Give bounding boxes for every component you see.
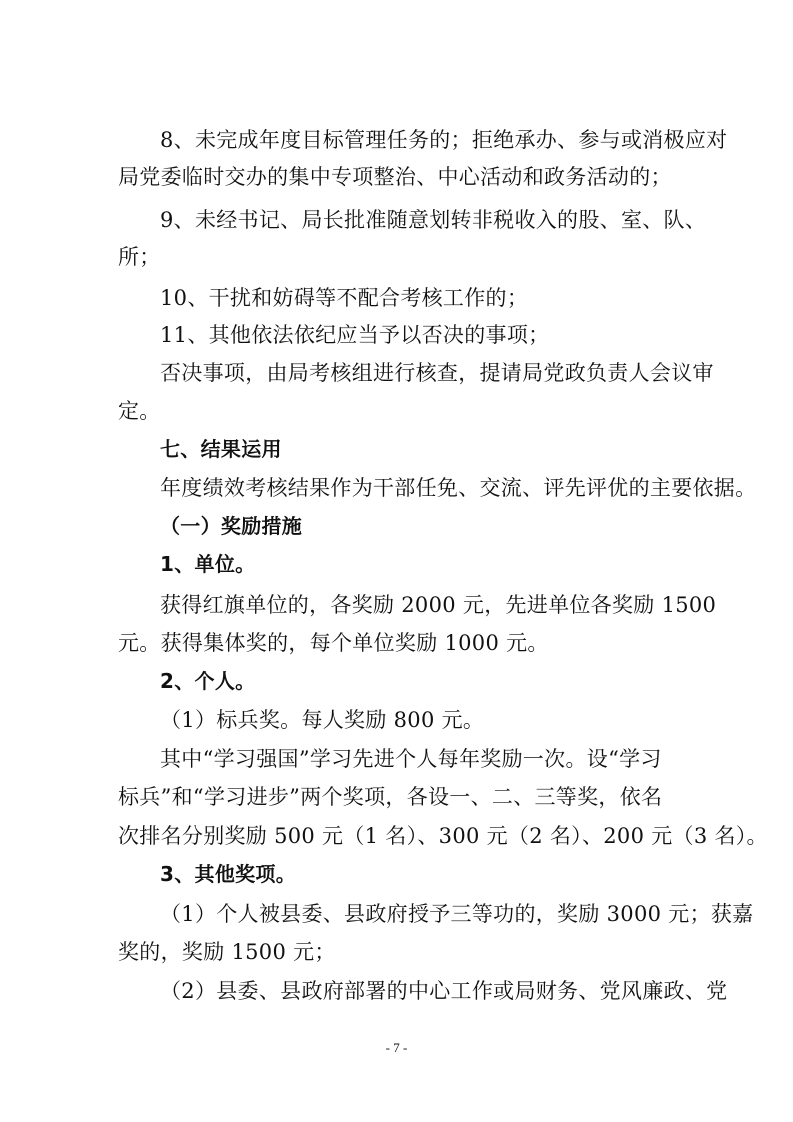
- paragraph-line: 9、未经书记、局长批准随意划转非税收入的股、室、队、: [160, 208, 707, 232]
- item-heading: 1、单位。: [160, 552, 256, 576]
- paragraph-line: （1）个人被县委、县政府授予三等功的，奖励 3000 元；获嘉: [160, 902, 754, 926]
- paragraph-line: 否决事项，由局考核组进行核查，提请局党政负责人会议审: [160, 361, 714, 385]
- paragraph-line: （2）县委、县政府部署的中心工作或局财务、党风廉政、党: [160, 979, 728, 1003]
- paragraph-line: 年度绩效考核结果作为干部任免、交流、评先评优的主要依据。: [160, 476, 757, 500]
- paragraph-line: 获得红旗单位的，各奖励 2000 元，先进单位各奖励 1500: [160, 593, 717, 617]
- paragraph-line: 其中“学习强国”学习先进个人每年奖励一次。设“学习: [160, 747, 662, 771]
- paragraph-line: 8、未完成年度目标管理任务的；拒绝承办、参与或消极应对: [160, 128, 728, 152]
- subsection-heading: （一）奖励措施: [160, 514, 303, 538]
- section-heading: 七、结果运用: [160, 437, 282, 461]
- paragraph-line: 10、干扰和妨碍等不配合考核工作的；: [160, 286, 529, 310]
- paragraph-line: 元。获得集体奖的，每个单位奖励 1000 元。: [118, 631, 549, 655]
- item-heading: 2、个人。: [160, 669, 256, 693]
- page-number: - 7 -: [385, 1040, 408, 1055]
- paragraph-line: （1）标兵奖。每人奖励 800 元。: [160, 708, 485, 732]
- paragraph-line: 11、其他依法依纪应当予以否决的事项；: [160, 323, 550, 347]
- paragraph-line: 局党委临时交办的集中专项整治、中心活动和政务活动的；: [118, 165, 672, 189]
- paragraph-line: 定。: [118, 399, 161, 423]
- paragraph-line: 标兵”和“学习进步”两个奖项，各设一、二、三等奖，依名: [118, 785, 663, 809]
- paragraph-line: 次排名分别奖励 500 元（1 名）、300 元（2 名）、200 元（3 名）。: [118, 824, 768, 848]
- item-heading: 3、其他奖项。: [160, 862, 297, 886]
- paragraph-line: 所；: [118, 245, 161, 269]
- paragraph-line: 奖的，奖励 1500 元；: [118, 940, 336, 964]
